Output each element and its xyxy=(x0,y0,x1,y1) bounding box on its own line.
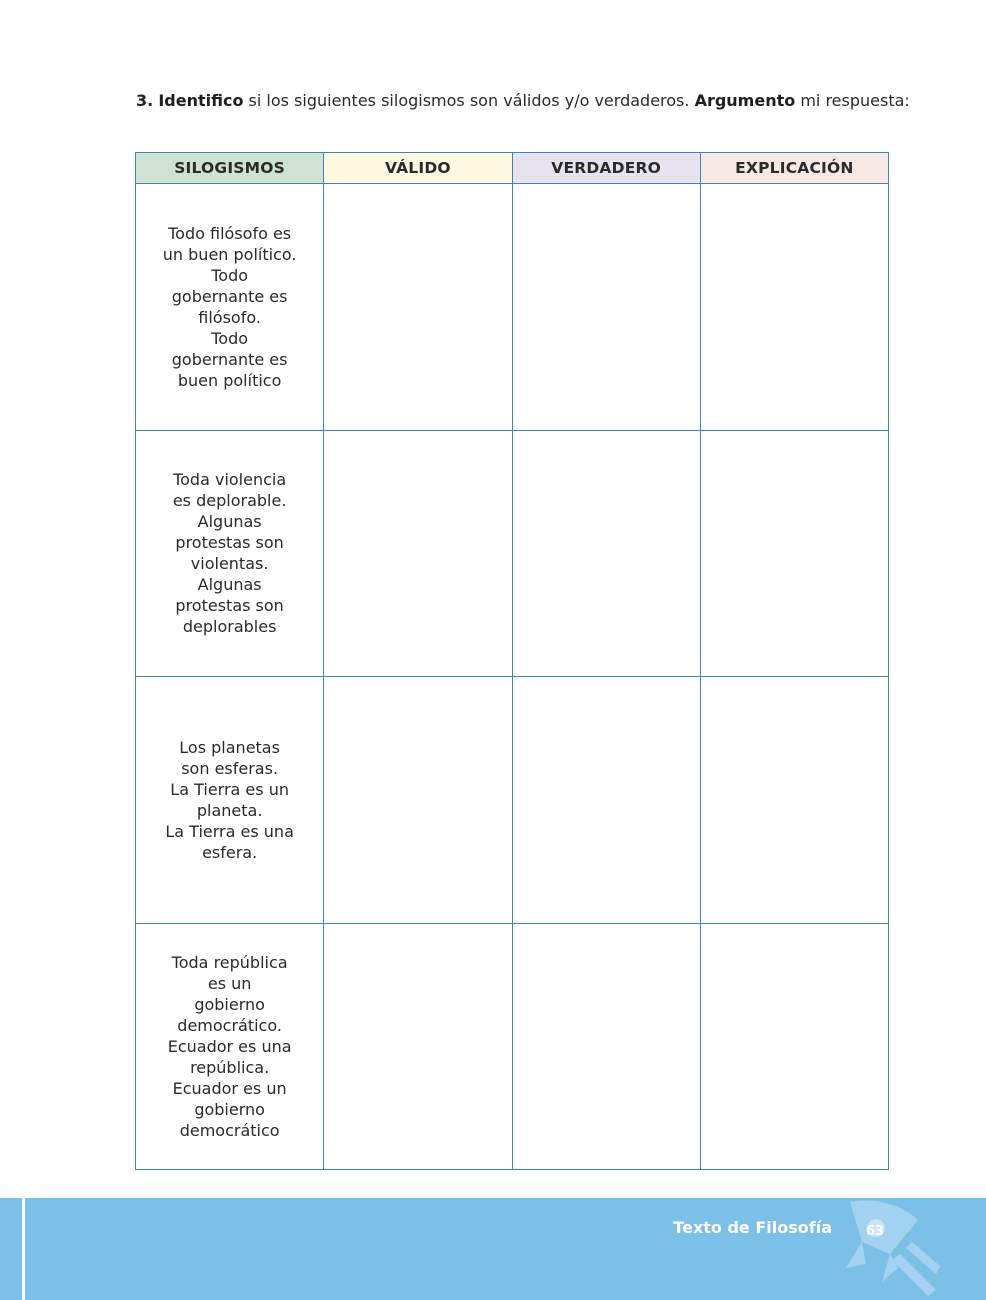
syllogism-line: deplorables xyxy=(182,617,277,637)
page-footer xyxy=(0,1198,986,1300)
syllogism-cell-4 xyxy=(136,923,324,1170)
syllogism-line: es un xyxy=(207,973,252,993)
syllogism-line: democrático xyxy=(179,1120,280,1140)
rocket-icon xyxy=(832,1198,942,1300)
syllogism-line: Algunas xyxy=(197,575,262,595)
explicacion-cell-3[interactable] xyxy=(700,677,888,924)
verdadero-cell-3[interactable] xyxy=(512,677,700,924)
syllogism-line: Todo xyxy=(211,328,249,348)
syllogism-line: protestas son xyxy=(175,596,284,616)
instruction-part-2: mi respuesta: xyxy=(795,91,910,110)
syllogism-line: gobernante es xyxy=(171,286,288,306)
syllogism-line: La Tierra es un xyxy=(170,779,289,799)
instruction-verb-argumento: Argumento xyxy=(694,91,796,110)
syllogism-line: gobierno xyxy=(194,1099,265,1119)
syllogism-line: democrático. xyxy=(177,1015,282,1035)
syllogism-cell-1 xyxy=(136,184,324,431)
syllogism-line: Algunas xyxy=(197,512,262,532)
table-row xyxy=(136,677,889,924)
syllogism-line: república. xyxy=(190,1057,270,1077)
header-verdadero: VERDADERO xyxy=(512,153,700,184)
syllogism-line: son esferas. xyxy=(181,758,279,778)
syllogism-line: La Tierra es una xyxy=(165,821,294,841)
syllogism-line: protestas son xyxy=(175,533,284,553)
syllogism-line: buen político xyxy=(177,370,282,390)
explicacion-cell-1[interactable] xyxy=(700,184,888,431)
table-row xyxy=(136,923,889,1170)
table-row xyxy=(136,184,889,431)
syllogism-cell-3 xyxy=(136,677,324,924)
verdadero-cell-4[interactable] xyxy=(512,923,700,1170)
syllogism-line: esfera. xyxy=(202,842,258,862)
instruction-verb-identifico: Identifico xyxy=(158,91,244,110)
instruction-part-1: si los siguientes silogismos son válidos y/o verdaderos. xyxy=(243,91,695,110)
valido-cell-1[interactable] xyxy=(324,184,512,431)
footer-stripe xyxy=(22,1198,25,1300)
valido-cell-2[interactable] xyxy=(324,430,512,677)
verdadero-cell-2[interactable] xyxy=(512,430,700,677)
syllogism-line: planeta. xyxy=(196,800,263,820)
explicacion-cell-4[interactable] xyxy=(700,923,888,1170)
valido-cell-3[interactable] xyxy=(324,677,512,924)
valido-cell-4[interactable] xyxy=(324,923,512,1170)
syllogism-line: Ecuador es un xyxy=(172,1078,287,1098)
table-row xyxy=(136,430,889,677)
syllogism-line: Ecuador es una xyxy=(167,1036,292,1056)
instruction-text xyxy=(136,90,916,112)
syllogism-table xyxy=(135,152,889,1170)
page-number: 63 xyxy=(865,1224,885,1239)
table-header-row xyxy=(136,153,889,184)
header-explicacion: EXPLICACIÓN xyxy=(700,153,888,184)
explicacion-cell-2[interactable] xyxy=(700,430,888,677)
syllogism-line: violentas. xyxy=(190,554,269,574)
syllogism-line: Todo xyxy=(211,265,249,285)
syllogism-line: gobierno xyxy=(194,994,265,1014)
syllogism-line: Los planetas xyxy=(179,737,280,757)
syllogism-line: Todo filósofo es xyxy=(168,223,292,243)
syllogism-line: Toda violencia xyxy=(173,470,287,490)
verdadero-cell-1[interactable] xyxy=(512,184,700,431)
header-valido: VÁLIDO xyxy=(324,153,512,184)
syllogism-cell-2 xyxy=(136,430,324,677)
syllogism-line: es deplorable. xyxy=(172,491,287,511)
instruction-number: 3. xyxy=(136,91,154,110)
syllogism-line: gobernante es xyxy=(171,349,288,369)
syllogism-line: filósofo. xyxy=(198,307,261,327)
header-silogismos: SILOGISMOS xyxy=(136,153,324,184)
syllogism-line: Toda república xyxy=(171,952,288,972)
syllogism-line: un buen político. xyxy=(162,244,297,264)
book-title: Texto de Filosofía xyxy=(673,1218,832,1237)
